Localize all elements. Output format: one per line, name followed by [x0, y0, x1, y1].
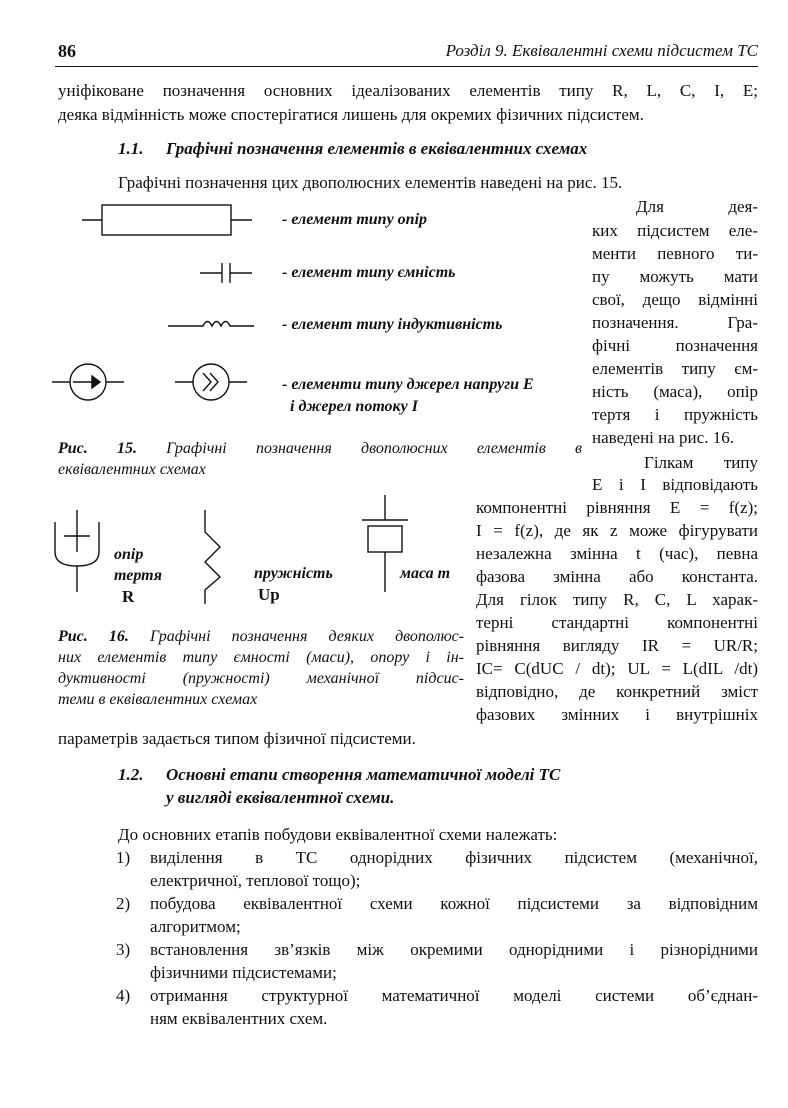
stage-4-number: 4)	[116, 986, 131, 1005]
right-col-line-3: менти певного ти-	[592, 244, 758, 263]
section-1-2-title-1: Основні етапи створення математичної моделі ТС	[166, 765, 561, 784]
friction-symbol	[55, 510, 99, 592]
right-col-line-6: позначення. Гра-	[592, 313, 758, 332]
stages-intro: До основних етапів побудови еквівалентної схеми належать:	[118, 825, 558, 844]
fig15-caption-line-2: еквівалентних схемах	[58, 461, 206, 478]
stage-1-number: 1)	[116, 848, 131, 867]
right-col2-line-8: терні стандартні компонентні	[476, 613, 758, 632]
right-col2-line-2: E і I відповідають	[592, 475, 758, 494]
right-col-line-5: свої, дещо відмінні	[592, 290, 758, 309]
intro-line-1: уніфіковане позначення основних ідеалізованих елементів типу R, L, C, I, E;	[58, 81, 758, 100]
intro-line-2: деяка відмінність може спостерігатися лишень для окремих фізичних підсистем.	[58, 105, 644, 124]
stage-1-line-1: виділення в ТС однорідних фізичних підсистем (механічної,	[150, 848, 758, 867]
right-col-line-4: пу можуть мати	[592, 267, 758, 286]
para-end: параметрів задається типом фізичної підсистеми.	[58, 729, 416, 748]
right-col2-line-3: компонентні рівняння E = f(z);	[476, 498, 758, 517]
label-friction-1: опір	[114, 546, 144, 563]
right-col2-line-6: фазова змінна або константа.	[476, 567, 758, 586]
label-sources-1: - елементи типу джерел напруги E	[282, 376, 534, 393]
page-number: 86	[58, 41, 76, 61]
fig16-caption-line-3: дуктивності (пружності) механічної підсис-	[58, 670, 464, 687]
right-col-line-10: тертя і пружність	[592, 405, 758, 424]
right-col-line-1: Для дея-	[636, 197, 758, 216]
section-1-2-number: 1.2.	[118, 765, 144, 784]
right-col2-line-4: I = f(z), де як z може фігурувати	[476, 521, 758, 540]
stage-3-line-2: фізичними підсистемами;	[150, 963, 337, 982]
label-friction-2: тертя	[114, 567, 163, 584]
fig16-caption-line-2: них елементів типу ємності (маси), опору і ін-	[58, 649, 464, 666]
right-col-line-9: ність (маса), опір	[592, 382, 758, 401]
section-1-1-title: Графічні позначення елементів в еквівалентних схемах	[166, 139, 588, 158]
right-col-line-11: наведені на рис. 16.	[592, 428, 734, 447]
stage-3-number: 3)	[116, 940, 131, 959]
right-col2-line-12: фазових змінних і внутрішніх	[476, 705, 758, 724]
label-spring: пружність	[254, 565, 333, 582]
label-capacitor: - елемент типу ємність	[282, 264, 456, 281]
label-sources-2: і джерел потоку I	[290, 398, 418, 415]
right-col-line-7: фічні позначення	[592, 336, 758, 355]
section-1-2-title-2: у вигляді еквівалентної схеми.	[166, 788, 395, 807]
label-resistor: - елемент типу опір	[282, 211, 428, 228]
fig16-caption-prefix: Рис. 16.	[58, 628, 129, 645]
fig16-caption-text: Графічні позначення деяких двополюс-	[150, 628, 464, 645]
right-col-line-8: елементів типу єм-	[592, 359, 758, 378]
label-friction-symbol: R	[122, 587, 135, 606]
stage-2-number: 2)	[116, 894, 131, 913]
right-col2-line-11: відповідно, де конкретний зміст	[476, 682, 758, 701]
stage-2-line-2: алгоритмом;	[150, 917, 241, 936]
fig15-caption-text: Графічні позначення двополюсних елементів в	[166, 440, 582, 457]
running-title: Розділ 9. Еквівалентні схеми підсистем ТС	[445, 41, 758, 60]
label-inductor: - елемент типу індуктивність	[282, 316, 503, 333]
section-1-1-number: 1.1.	[118, 139, 144, 158]
right-col2-line-5: незалежна змінна t (час), певна	[476, 544, 758, 563]
fig16-caption-line-4: теми в еквівалентних схемах	[58, 691, 258, 708]
fig15-caption-prefix: Рис. 15.	[58, 440, 138, 457]
label-spring-symbol: Up	[258, 585, 280, 604]
stage-4-line-2: ням еквівалентних схем.	[150, 1009, 328, 1028]
right-col-line-2: ких підсистем еле-	[592, 221, 758, 240]
label-mass: маса m	[400, 565, 451, 582]
para-fig15: Графічні позначення цих двополюсних елементів наведені на рис. 15.	[118, 173, 623, 192]
right-col2-line-7: Для гілок типу R, C, L харак-	[476, 590, 758, 609]
right-col2-line-10: IC= C(dUC / dt); UL = L(dIL /dt)	[476, 659, 758, 678]
spring-symbol	[205, 510, 220, 604]
stage-4-line-1: отримання структурної математичної моделі системи об’єднан-	[150, 986, 758, 1005]
right-col2-line-9: рівняння вигляду IR = UR/R;	[476, 636, 758, 655]
stage-1-line-2: електричної, теплової тощо);	[150, 871, 361, 890]
right-col2-line-1: Гілкам типу	[644, 453, 758, 472]
stage-2-line-1: побудова еквівалентної схеми кожної підсистеми за відповідним	[150, 894, 758, 913]
fig16-caption-line-1	[58, 626, 464, 647]
stage-3-line-1: встановлення зв’язків між окремими однорідними і різнорідними	[150, 940, 758, 959]
